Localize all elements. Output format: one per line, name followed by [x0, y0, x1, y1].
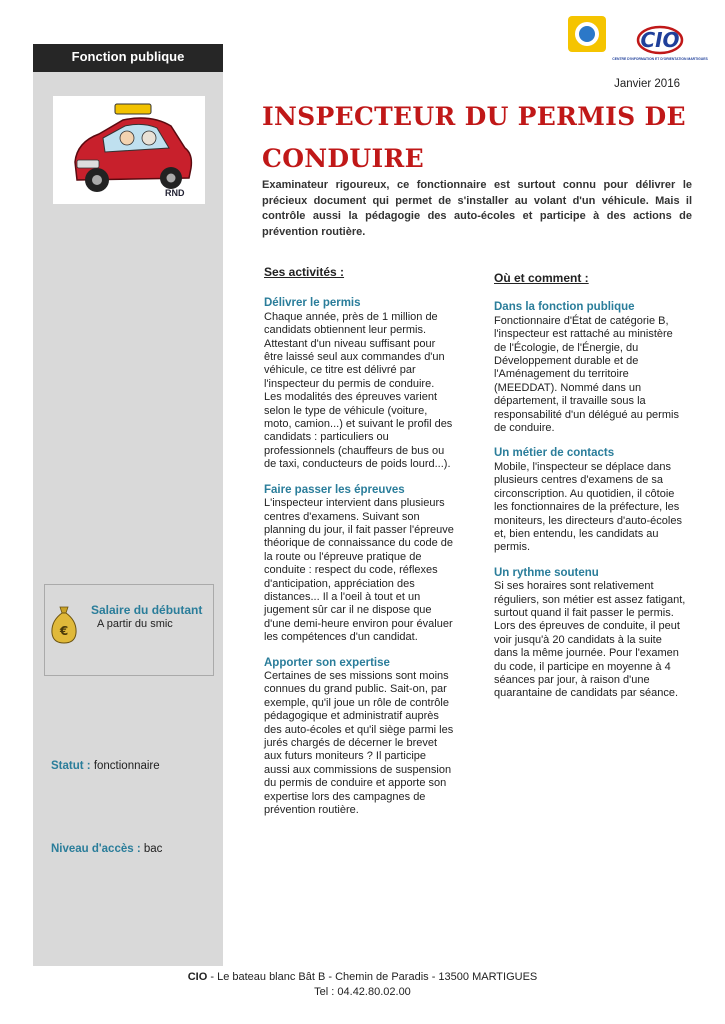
cio-logo: [612, 20, 708, 66]
access-level-value: bac: [143, 843, 163, 855]
activities-heading: Ses activités :: [264, 265, 345, 279]
status-field: [51, 760, 160, 772]
onisep-logo: [568, 16, 606, 52]
cio-logo-icon: [612, 20, 708, 66]
section-text: Mobile, l'inspecteur se déplace dans plusieurs centres d'examens de sa circonscription. Au quotidien, il côtoie les fonctionnaires de la préfecture, les moniteurs, les directeurs d'auto-écoles et, bien entendu, les candidats au permis.: [494, 460, 682, 554]
svg-text:CIO: CIO: [640, 28, 680, 52]
footer-org: CIO: [187, 971, 208, 983]
salary-value: A partir du smic: [97, 618, 173, 630]
section-title: Délivrer le permis: [264, 297, 361, 310]
car-icon: [53, 96, 205, 204]
section-text: L'inspecteur intervient dans plusieurs centres d'examens. Suivant son planning du jour, il fait passer l'épreuve théorique de connaissance du code de la route ou l'épreuve pratique de conduite : respect du code, réflexes d'anticipation, appréciation des distances... Il a l'oeil à tout et un jugement sûr car il ne dispose que d'une demi-heure environ pour évaluer les compétences d'un candidat.: [264, 497, 454, 644]
section-title: Apporter son expertise: [264, 656, 390, 669]
footer-address: - Le bateau blanc Bât B - Chemin de Paradis - 13500 MARTIGUES: [207, 971, 538, 983]
salary-title: Salaire du débutant: [91, 603, 203, 617]
driving-school-car-illustration: [53, 96, 205, 204]
footer-address-line: [0, 970, 725, 985]
sidebar-header: Fonction publique: [33, 44, 223, 72]
section-text: Chaque année, près de 1 million de candidats obtiennent leur permis. Attestant d'un niveau suffisant pour être laissé seul aux commandes d'un véhicule, ce titre est délivré par l'inspecteur du permis de conduire. Les modalités des épreuves varient selon le type de véhicule (voiture, moto, camion...) et suivant le profil des candidats : particuliers ou professionnels (chauffeurs de bus ou de taxi, conducteurs de poids lourd...).: [264, 310, 453, 471]
access-level-field: [51, 843, 162, 855]
activities-column: [264, 266, 454, 817]
section-title: Dans la fonction publique: [494, 301, 635, 314]
where-heading: Où et comment :: [494, 271, 589, 285]
section-title: Un rythme soutenu: [494, 566, 599, 579]
status-label: Statut :: [51, 760, 91, 772]
status-value: fonctionnaire: [93, 760, 160, 772]
footer-phone: Tel : 04.42.80.02.00: [314, 986, 411, 998]
section-text: Certaines de ses missions sont moins connues du grand public. Sait-on, par exemple, qu'il joue un rôle de contrôle pédagogique et administratif auprès des auto-écoles et qu'il siège parmi les jurés chargés de décerner le brevet aux futurs moniteurs ? Il participe aussi aux commissions de suspension du permis de conduire et apporte son expertise lors des campagnes de prévention routière.: [264, 669, 454, 817]
intro-paragraph: Examinateur rigoureux, ce fonctionnaire est surtout connu pour délivrer le précieux document qui permet de s'installer au volant d'un véhicule. Mais il contrôle aussi la pédagogie des auto-écoles et participe à des actions de prévention routière.: [262, 179, 692, 238]
profile-head-icon: [568, 16, 606, 52]
section-text: Fonctionnaire d'État de catégorie B, l'inspecteur est rattaché au ministère de l'Écologie, de l'Énergie, du Développement durable et de l'Aménagement du territoire (MEEDDAT). Nommé dans un département, il travaille sous la responsabilité d'un délégué au permis de conduire.: [494, 314, 679, 435]
section-title: Un métier de contacts: [494, 447, 615, 460]
section-text: Si ses horaires sont relativement réguliers, son métier est assez fatigant, surtout quand il fait passer le permis. Lors des épreuves de conduite, il peut voir jusqu'à 20 candidats à la suite dans la même journée. Pour l'examen du code, il participe en moyenne à 4 séances par jour, à raison d'une quarantaine de candidats par séance.: [494, 580, 686, 700]
publication-date: Janvier 2016: [614, 78, 680, 90]
footer: [0, 970, 725, 1000]
salary-box: [44, 584, 214, 676]
access-level-label: Niveau d'accès :: [51, 843, 141, 855]
where-column: [494, 272, 686, 701]
svg-text:€: €: [59, 624, 69, 638]
svg-text:RND: RND: [165, 188, 185, 198]
section-title: Faire passer les épreuves: [264, 483, 405, 496]
money-bag-icon: [49, 603, 79, 645]
page-title: INSPECTEUR DU PERMIS DE CONDUIRE: [262, 102, 686, 173]
svg-text:CENTRE D'INFORMATION ET D'ORIE: CENTRE D'INFORMATION ET D'ORIENTATION MARTIGUES: [612, 57, 708, 61]
